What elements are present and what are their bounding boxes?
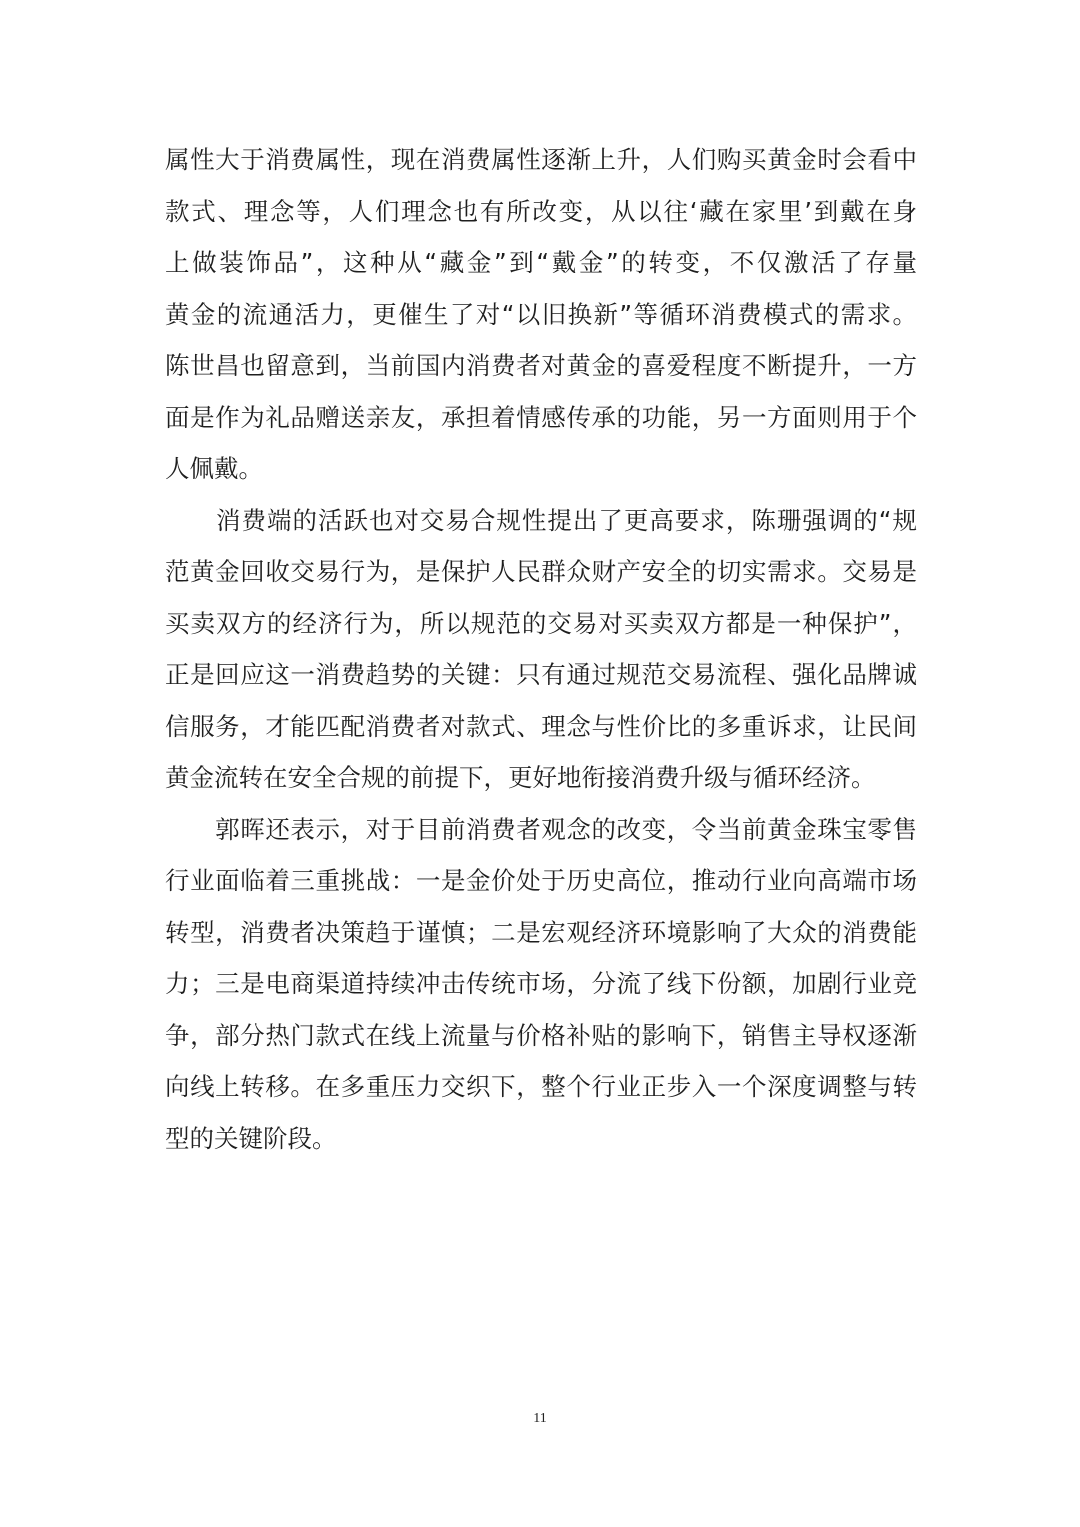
text-line: 买卖双方的经济行为，所以规范的交易对买卖双方都是一种保护”，: [165, 608, 917, 638]
text-line: 人佩戴。: [165, 454, 263, 483]
text-line: 正是回应这一消费趋势的关键：只有通过规范交易流程、强化品牌诚: [165, 660, 917, 689]
text-line: 行业面临着三重挑战：一是金价处于历史高位，推动行业向高端市场: [165, 866, 917, 895]
text-line: 争，部分热门款式在线上流量与价格补贴的影响下，销售主导权逐渐: [165, 1020, 917, 1050]
text-line: 消费端的活跃也对交易合规性提出了更高要求，陈珊强调的“规: [165, 505, 917, 535]
text-line: 黄金流转在安全合规的前提下，更好地衔接消费升级与循环经济。: [165, 763, 876, 792]
text-line: 范黄金回收交易行为，是保护人民群众财产安全的切实需求。交易是: [165, 557, 917, 586]
text-line: 面是作为礼品赠送亲友，承担着情感传承的功能，另一方面则用于个: [165, 402, 917, 432]
text-line: 转型，消费者决策趋于谨慎；二是宏观经济环境影响了大众的消费能: [165, 917, 917, 947]
text-line: 郭晖还表示，对于目前消费者观念的改变，令当前黄金珠宝零售: [165, 814, 917, 844]
text-line: 黄金的流通活力，更催生了对“以旧换新”等循环消费模式的需求。: [165, 299, 917, 329]
text-line: 款式、理念等，人们理念也有所改变，从以往‘藏在家里’到戴在身: [165, 196, 917, 226]
text-line: 陈世昌也留意到，当前国内消费者对黄金的喜爱程度不断提升，一方: [165, 351, 917, 380]
text-line: 属性大于消费属性，现在消费属性逐渐上升，人们购买黄金时会看中: [165, 145, 917, 174]
page-number: 11: [533, 1411, 547, 1426]
text-line: 信服务，才能匹配消费者对款式、理念与性价比的多重诉求，让民间: [165, 711, 917, 741]
text-line: 型的关键阶段。: [165, 1123, 337, 1153]
text-line: 力；三是电商渠道持续冲击传统市场，分流了线下份额，加剧行业竞: [165, 969, 917, 998]
text-line: 上做装饰品”，这种从“藏金”到“戴金”的转变，不仅激活了存量: [165, 248, 917, 277]
text-line: 向线上转移。在多重压力交织下，整个行业正步入一个深度调整与转: [165, 1072, 917, 1101]
body-text: [165, 134, 917, 1164]
